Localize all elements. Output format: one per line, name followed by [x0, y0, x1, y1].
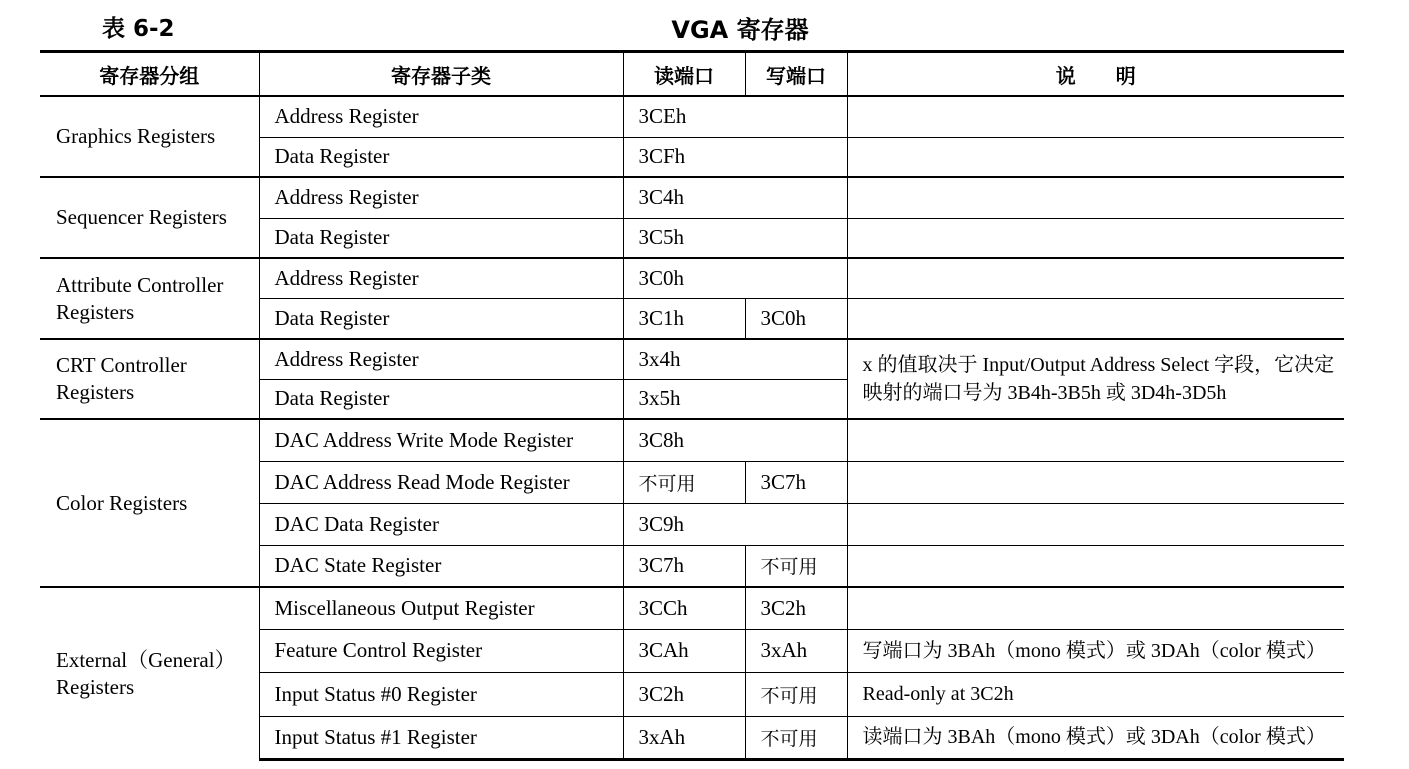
- table-row: [40, 339, 1344, 379]
- read-port-cell: 不可用: [623, 461, 745, 503]
- note-cell: [847, 503, 1344, 545]
- header-write-port: 写端口: [745, 52, 847, 97]
- subtype-cell: Data Register: [259, 379, 623, 419]
- subtype-cell: DAC Address Read Mode Register: [259, 461, 623, 503]
- crt-note-cell: x 的值取决于 Input/Output Address Select 字段，它决定映射的端口号为 3B4h-3B5h 或 3D4h-3D5h: [847, 339, 1344, 419]
- subtype-cell: Feature Control Register: [259, 629, 623, 672]
- port-cell: 3C5h: [623, 218, 847, 258]
- port-cell: 3x4h: [623, 339, 847, 379]
- group-external-general: External（General） Registers: [40, 587, 259, 759]
- subtype-cell: Data Register: [259, 137, 623, 177]
- note-cell: 写端口为 3BAh（mono 模式）或 3DAh（color 模式）: [847, 629, 1344, 672]
- port-cell: 3C9h: [623, 503, 847, 545]
- vga-register-table: [40, 50, 1344, 761]
- subtype-cell: Address Register: [259, 177, 623, 218]
- subtype-cell: Address Register: [259, 339, 623, 379]
- group-attribute-controller: Attribute Controller Registers: [40, 258, 259, 339]
- write-port-cell: 不可用: [745, 672, 847, 716]
- read-port-cell: 3C1h: [623, 298, 745, 339]
- note-cell: [847, 177, 1344, 218]
- table-caption-label: 表 6-2: [102, 16, 175, 42]
- table-row: [40, 258, 1344, 298]
- subtype-cell: DAC State Register: [259, 545, 623, 587]
- note-cell: [847, 137, 1344, 177]
- note-cell: Read-only at 3C2h: [847, 672, 1344, 716]
- note-cell: [847, 218, 1344, 258]
- subtype-cell: Miscellaneous Output Register: [259, 587, 623, 629]
- write-port-cell: 3C7h: [745, 461, 847, 503]
- subtype-cell: Data Register: [259, 298, 623, 339]
- table-row: [40, 177, 1344, 218]
- read-port-cell: 3CAh: [623, 629, 745, 672]
- read-port-cell: 3xAh: [623, 716, 745, 759]
- table-row: [40, 587, 1344, 629]
- port-cell: 3CEh: [623, 96, 847, 137]
- subtype-cell: Data Register: [259, 218, 623, 258]
- subtype-cell: DAC Data Register: [259, 503, 623, 545]
- note-cell: [847, 298, 1344, 339]
- subtype-cell: Address Register: [259, 258, 623, 298]
- note-cell: [847, 461, 1344, 503]
- write-port-cell: 3xAh: [745, 629, 847, 672]
- group-color: Color Registers: [40, 419, 259, 587]
- port-cell: 3C4h: [623, 177, 847, 218]
- table-row: [40, 96, 1344, 137]
- subtype-cell: Address Register: [259, 96, 623, 137]
- write-port-cell: 3C0h: [745, 298, 847, 339]
- note-cell: 读端口为 3BAh（mono 模式）或 3DAh（color 模式）: [847, 716, 1344, 759]
- read-port-cell: 3CCh: [623, 587, 745, 629]
- table-row: [40, 419, 1344, 461]
- subtype-cell: Input Status #0 Register: [259, 672, 623, 716]
- note-cell: [847, 587, 1344, 629]
- subtype-cell: DAC Address Write Mode Register: [259, 419, 623, 461]
- header-read-port: 读端口: [623, 52, 745, 97]
- write-port-cell: 不可用: [745, 545, 847, 587]
- header-description: 说 明: [847, 52, 1344, 97]
- note-cell: [847, 258, 1344, 298]
- port-cell: 3C8h: [623, 419, 847, 461]
- header-subtype: 寄存器子类: [259, 52, 623, 97]
- write-port-cell: 3C2h: [745, 587, 847, 629]
- write-port-cell: 不可用: [745, 716, 847, 759]
- subtype-cell: Input Status #1 Register: [259, 716, 623, 759]
- read-port-cell: 3C2h: [623, 672, 745, 716]
- port-cell: 3C0h: [623, 258, 847, 298]
- group-crt-controller: CRT Controller Registers: [40, 339, 259, 419]
- table-caption-title: VGA 寄存器: [671, 16, 809, 44]
- table-header-row: [40, 52, 1344, 97]
- read-port-cell: 3C7h: [623, 545, 745, 587]
- note-cell: [847, 96, 1344, 137]
- note-cell: [847, 419, 1344, 461]
- port-cell: 3x5h: [623, 379, 847, 419]
- note-cell: [847, 545, 1344, 587]
- group-graphics: Graphics Registers: [40, 96, 259, 177]
- header-group: 寄存器分组: [40, 52, 259, 97]
- group-sequencer: Sequencer Registers: [40, 177, 259, 258]
- port-cell: 3CFh: [623, 137, 847, 177]
